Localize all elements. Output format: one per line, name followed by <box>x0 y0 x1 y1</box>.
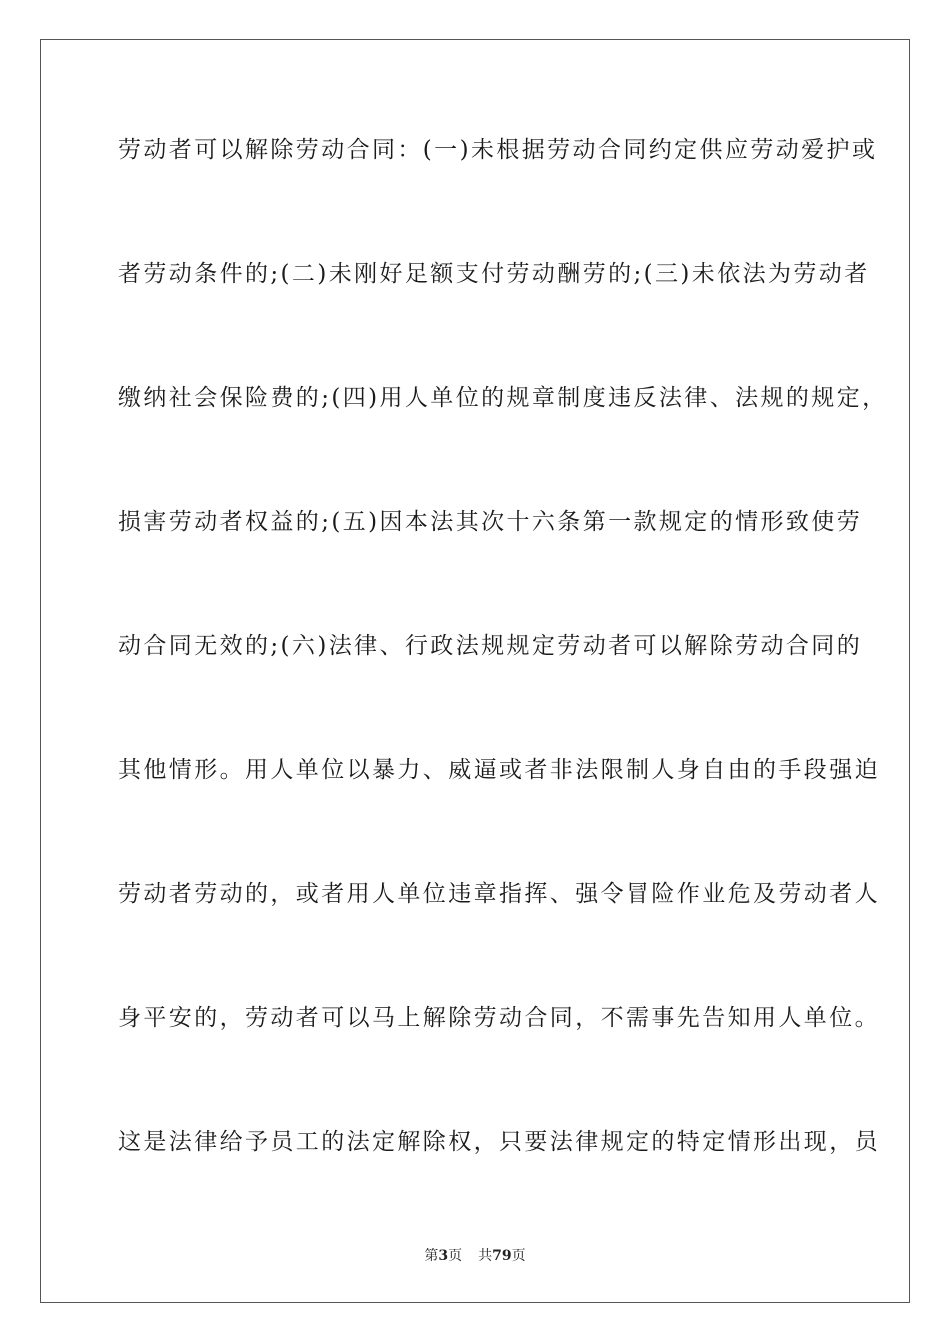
text-line-6: 其他情形。用人单位以暴力、威逼或者非法限制人身自由的手段强迫 <box>118 757 880 783</box>
text-line-3: 缴纳社会保险费的;(四)用人单位的规章制度违反法律、法规的规定， <box>118 385 888 411</box>
page-footer <box>0 1247 950 1265</box>
text-line-4: 损害劳动者权益的;(五)因本法其次十六条第一款规定的情形致使劳 <box>118 509 863 535</box>
total-suffix: 页 <box>511 1248 526 1264</box>
text-line-9: 这是法律给予员工的法定解除权，只要法律规定的特定情形出现，员 <box>118 1129 880 1155</box>
total-pages: 79 <box>492 1248 512 1264</box>
total-prefix: 共 <box>478 1248 493 1264</box>
current-page-number: 3 <box>438 1248 449 1264</box>
page-prefix: 第 <box>424 1248 439 1264</box>
text-line-2: 者劳动条件的;(二)未刚好足额支付劳动酬劳的;(三)未依法为劳动者 <box>118 261 870 287</box>
text-line-7: 劳动者劳动的，或者用人单位违章指挥、强令冒险作业危及劳动者人 <box>118 881 880 907</box>
text-line-1: 劳动者可以解除劳动合同：(一)未根据劳动合同约定供应劳动爱护或 <box>118 137 878 163</box>
text-line-8: 身平安的，劳动者可以马上解除劳动合同，不需事先告知用人单位。 <box>118 1005 880 1031</box>
page-border <box>40 39 910 1303</box>
page-suffix: 页 <box>448 1248 463 1264</box>
text-line-5: 动合同无效的;(六)法律、行政法规规定劳动者可以解除劳动合同的 <box>118 633 863 659</box>
